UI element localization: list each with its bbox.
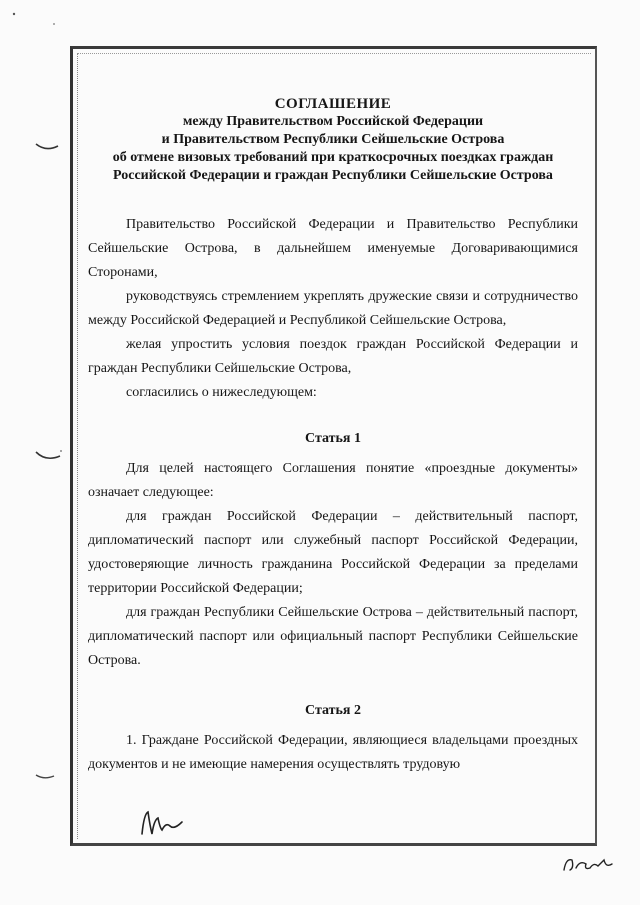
article-1-heading: Статья 1 bbox=[305, 431, 361, 446]
preamble-paragraph-2: руководствуясь стремлением укреплять дружеские связи и сотрудничество между Российской Федерацией и Республикой Сейшельские Острова, bbox=[88, 289, 578, 328]
handwritten-initials bbox=[138, 808, 188, 842]
document-body bbox=[88, 95, 578, 777]
handwritten-signature bbox=[560, 852, 620, 878]
article-1-paragraph-2: для граждан Российской Федерации – действительный паспорт, дипломатический паспорт или служебный паспорт Российской Федерации, удостоверяющие личность гражданина Российской Федерации за пределами территории Российской Федерации; bbox=[88, 509, 578, 596]
article-1-paragraph-3: для граждан Республики Сейшельские Острова – действительный паспорт, дипломатический паспорт или официальный паспорт Республики Сейшельские Острова. bbox=[88, 605, 578, 668]
scan-mark-2 bbox=[34, 448, 64, 464]
document-title bbox=[88, 95, 578, 185]
title-line-3: и Правительством Республики Сейшельские Острова bbox=[161, 132, 505, 147]
article-1-paragraph-1: Для целей настоящего Соглашения понятие «проездные документы» означает следующее: bbox=[88, 461, 578, 500]
scan-mark-1 bbox=[34, 140, 62, 154]
article-2-paragraph-1: 1. Граждане Российской Федерации, являющиеся владельцами проездных документов и не имеющие намерения осуществлять трудовую bbox=[88, 733, 578, 772]
title-line-4: об отмене визовых требований при краткосрочных поездках граждан bbox=[112, 150, 554, 165]
scan-mark-3 bbox=[34, 772, 58, 782]
title-line-5: Российской Федерации и граждан Республики Сейшельские Острова bbox=[113, 168, 553, 183]
scan-mark-top bbox=[8, 8, 58, 28]
preamble-paragraph-1: Правительство Российской Федерации и Правительство Республики Сейшельские Острова, в дальнейшем именуемые Договаривающимися Сторонами, bbox=[88, 217, 578, 280]
article-2-heading: Статья 2 bbox=[305, 703, 361, 718]
title-line-2: между Правительством Российской Федерации bbox=[182, 114, 484, 129]
title-line-1: СОГЛАШЕНИЕ bbox=[274, 96, 392, 112]
preamble-paragraph-4: согласились о нижеследующем: bbox=[126, 385, 317, 400]
preamble-paragraph-3: желая упростить условия поездок граждан Российской Федерации и граждан Республики Сейшельские Острова, bbox=[88, 337, 578, 376]
